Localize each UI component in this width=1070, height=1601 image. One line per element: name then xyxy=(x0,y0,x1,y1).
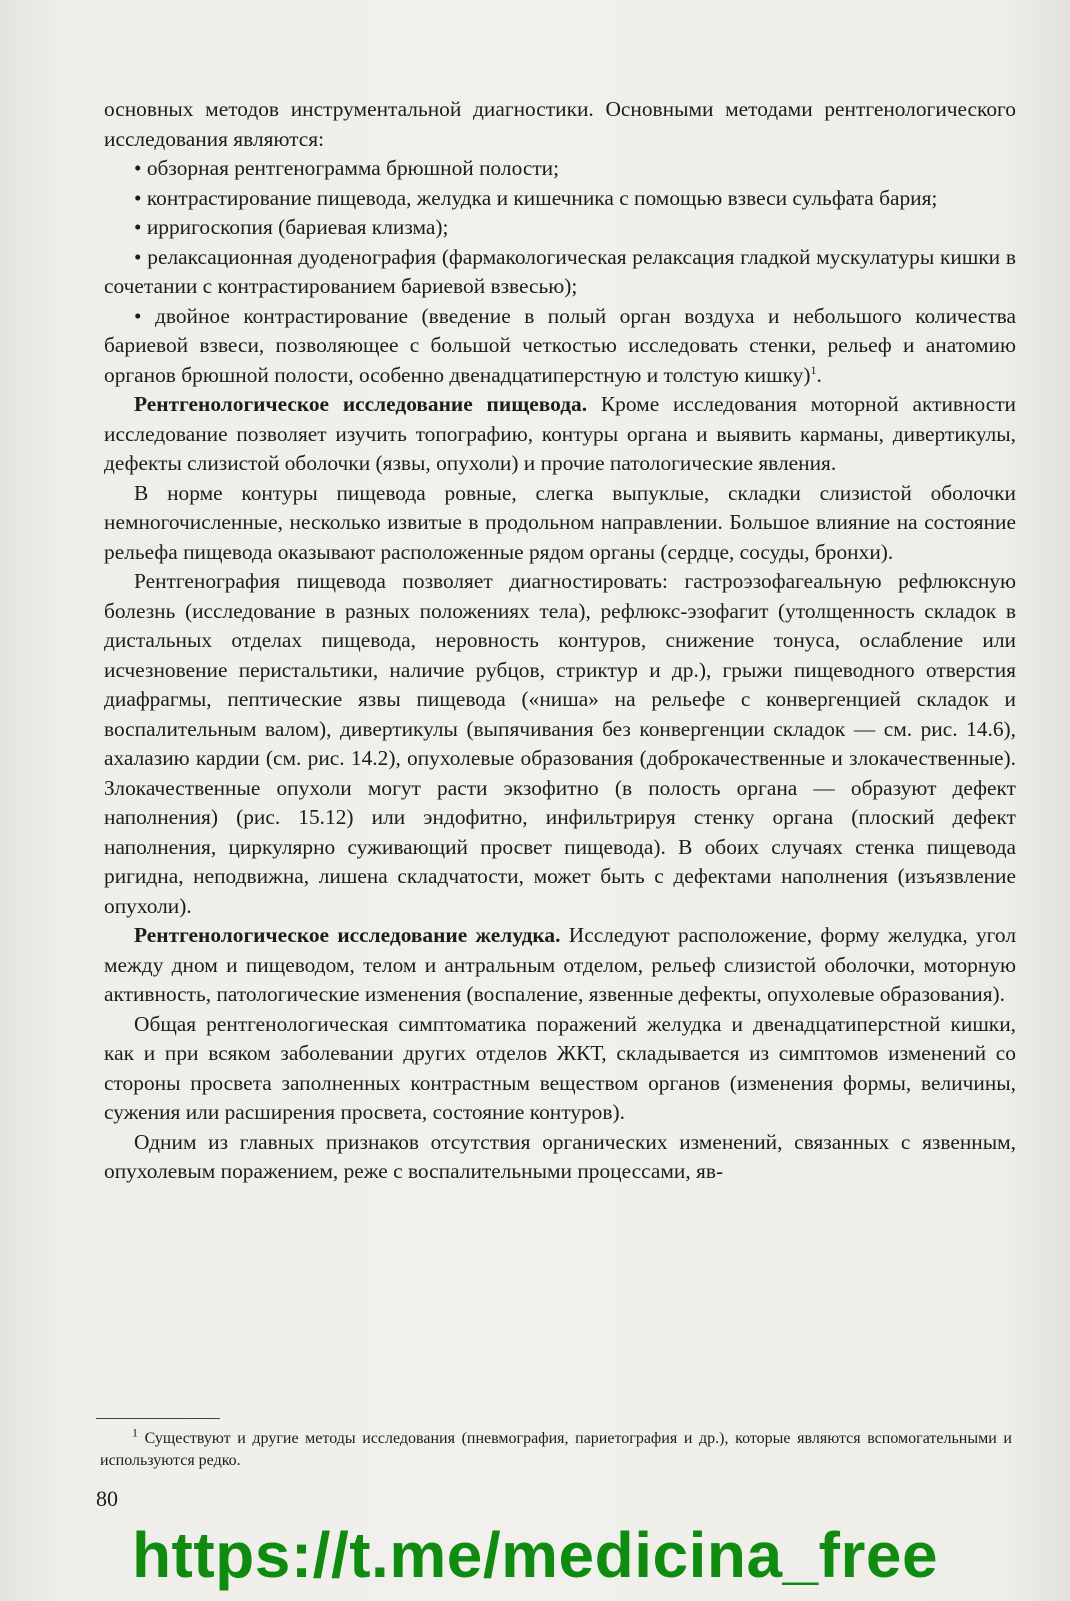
bullet-item: • релаксационная дуоденография (фармакологическая релаксация гладкой мускулатуры кишки в сочетании с контрастированием бариевой взвесью); xyxy=(104,244,1016,298)
esophagus-norm-paragraph: В норме контуры пищевода ровные, слегка выпуклые, складки слизистой оболочки немногочисленные, несколько извитые в продольном направлении. Большое влияние на состояние рельефа пищевода оказывают расположенные рядом органы (сердце, сосуды, бронхи). xyxy=(104,480,1016,564)
footnote-mark: 1 xyxy=(132,1425,138,1440)
footnote xyxy=(100,1425,1012,1472)
esophagus-diagnostics-paragraph: Рентгенография пищевода позволяет диагностировать: гастроэзофагеальную рефлюксную болезнь (исследование в разных положениях тела), рефлюкс-эзофагит (утолщенность складок в дистальных отделах пищевода, неровность контуров, снижение тонуса, ослабление или исчезновение перистальтики, наличие рубцов, стриктур и др.), грыжи пищеводного отверстия диафрагмы, пептические язвы пищевода («ниша» на рельефе с конвергенцией складок и воспалительным валом), дивертикулы (выпячивания без конвергенции складок — см. рис. 14.6), ахалазию кардии (см. рис. 14.2), опухолевые образования (доброкачественные и злокачественные). Злокачественные опухоли могут расти экзофитно (в полость органа — образуют дефект наполнения) (рис. 15.12) или эндофитно, инфильтрируя стенку органа (плоский дефект наполнения, циркулярно суживающий просвет пищевода). В обоих случаях стенка пищевода ригидна, неподвижна, лишена складчатости, может быть с дефектами наполнения (изъязвление опухоли). xyxy=(104,569,1016,918)
footnote-divider xyxy=(96,1418,220,1419)
stomach-text: Исследуют расположение, форму желудка, угол между дном и пищеводом, телом и антральным отделом, рельеф слизистой оболочки, моторную активность, патологические изменения (воспаление, язвенные дефекты, опухолевые образования). xyxy=(104,923,1016,1006)
stomach-paragraph xyxy=(104,921,1016,1010)
footnote-text: Существуют и другие методы исследования (пневмография, париетография и др.), которые являются вспомогательными и используются редко. xyxy=(100,1430,1012,1469)
bullet-item-with-footnote: • двойное контрастирование (введение в полый орган воздуха и небольшого количества бариевой взвеси, позволяющее с большой четкостью исследовать стенки, рельеф и анатомию органов брюшной полости, особенно двенадцатиперстную и толстую кишку)$^1$. xyxy=(104,303,1016,387)
footnote-reference: 1 xyxy=(810,362,817,377)
esophagus-paragraph xyxy=(104,390,1016,479)
section-heading-esophagus: Рентгенологическое исследование пищевода. xyxy=(134,392,588,416)
bullet-item: • обзорная рентгенограмма брюшной полости; xyxy=(134,156,560,180)
page-number: 80 xyxy=(96,1486,118,1511)
stomach-symptoms-paragraph: Общая рентгенологическая симптоматика поражений желудка и двенадцатиперстной кишки, как и при всяком заболевании других отделов ЖКТ, складывается из симптомов изменений со стороны просвета заполненных контрастным веществом органов (изменения формы, величины, сужения или расширения просвета, состояние контуров). xyxy=(104,1011,1016,1124)
watermark-link[interactable]: https://t.me/medicina_free xyxy=(131,1519,939,1591)
stomach-signs-paragraph: Одним из главных признаков отсутствия органических изменений, связанных с язвенным, опухолевым поражением, реже с воспалительными процессами, яв- xyxy=(104,1129,1016,1183)
bullet-item: • контрастирование пищевода, желудка и кишечника с помощью взвеси сульфата бария; xyxy=(134,185,938,210)
section-heading-stomach: Рентгенологическое исследование желудка. xyxy=(134,923,561,947)
bullet-item: • ирригоскопия (бариевая клизма); xyxy=(134,215,449,239)
intro-paragraph: основных методов инструментальной диагностики. Основными методами рентгенологического исследования являются: xyxy=(104,97,1016,151)
bullet-text: • двойное контрастирование (введение в полый орган воздуха и небольшого количества бариевой взвеси, позволяющее с большой четкостью исследовать стенки, рельеф и анатомию органов брюшной полости, особенно двенадцатиперстную и толстую кишку) xyxy=(104,303,1016,387)
main-text xyxy=(104,95,1016,1187)
esophagus-text: Кроме исследования моторной активности исследование позволяет изучить топографию, контуры органа и выявить карманы, дивертикулы, дефекты слизистой оболочки (язвы, опухоли) и прочие патологические явления. xyxy=(104,392,1016,475)
